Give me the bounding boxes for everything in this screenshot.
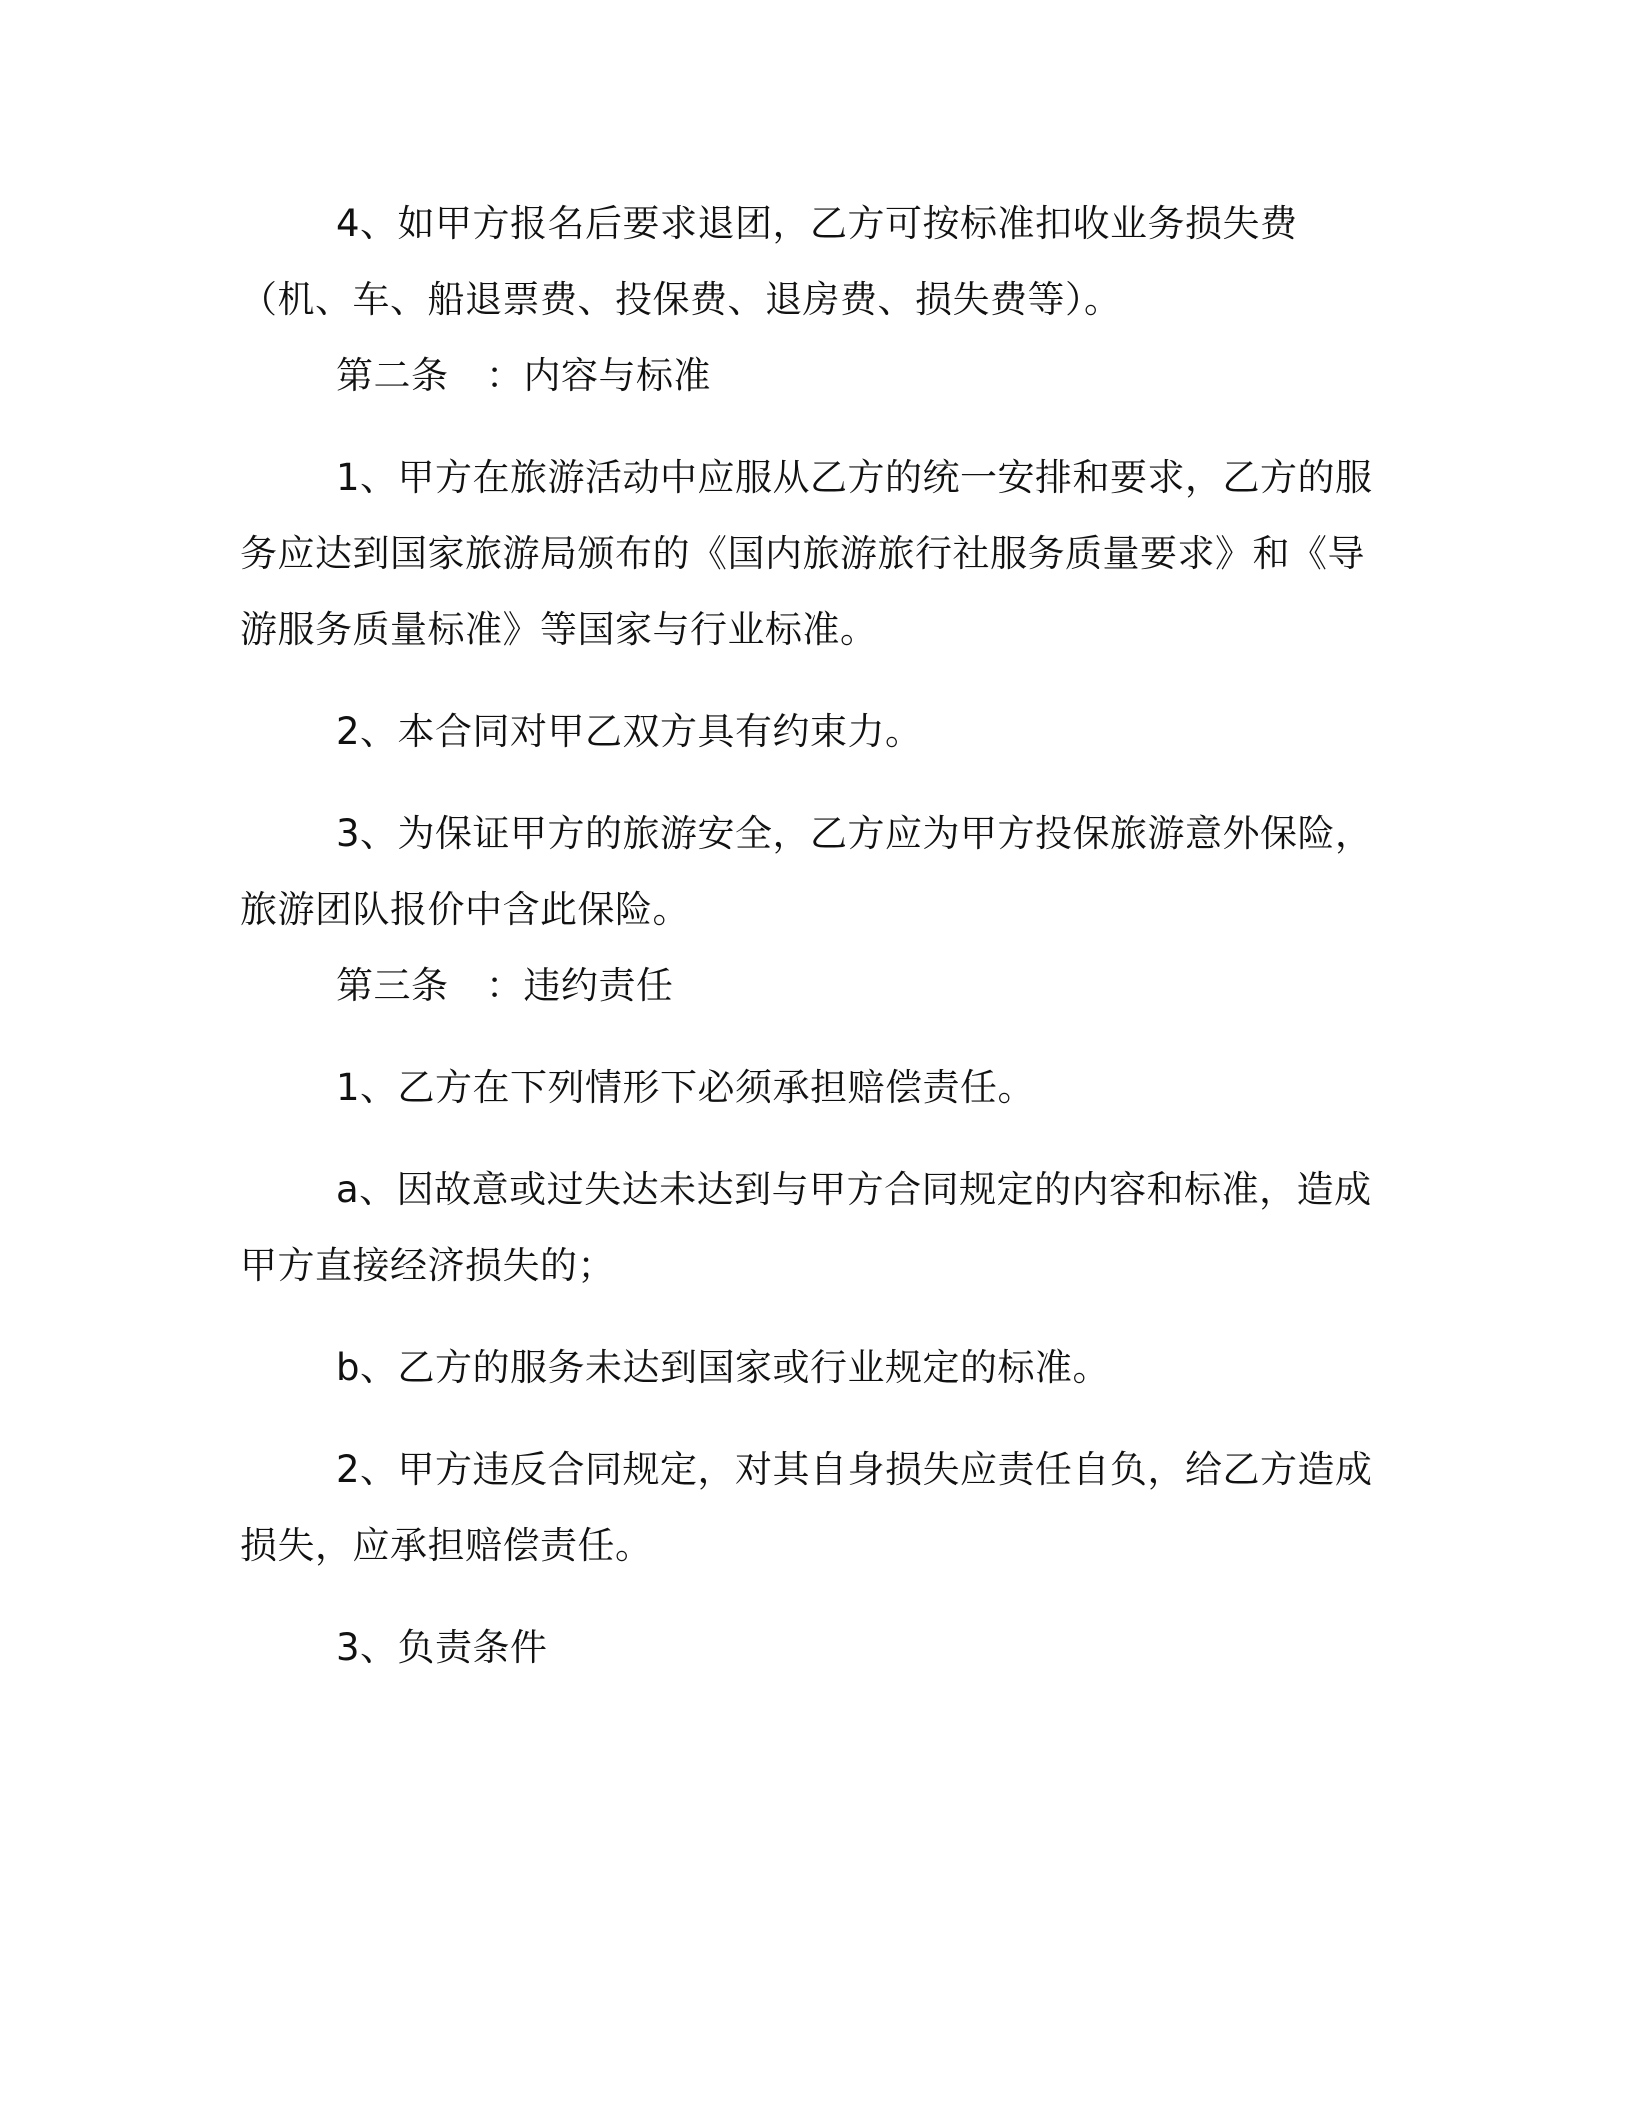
clause-paragraph: 3、为保证甲方的旅游安全，乙方应为甲方投保旅游意外保险，旅游团队报价中含此保险。 bbox=[240, 812, 1373, 931]
section-heading-article-2: 第二条 ：内容与标准 bbox=[336, 354, 711, 397]
section-heading-article-3: 第三条 ：违约责任 bbox=[336, 964, 674, 1007]
clause-paragraph: 4、如甲方报名后要求退团，乙方可按标准扣收业务损失费（机、车、船退票费、投保费、退房费、损失费等）。 bbox=[240, 202, 1298, 321]
document-body bbox=[240, 186, 1394, 1686]
clause-paragraph: b、乙方的服务未达到国家或行业规定的标准。 bbox=[336, 1346, 1110, 1389]
clause-paragraph: 1、甲方在旅游活动中应服从乙方的统一安排和要求，乙方的服务应达到国家旅游局颁布的《国内旅游旅行社服务质量要求》和《导游服务质量标准》等国家与行业标准。 bbox=[240, 456, 1373, 651]
clause-paragraph: 1、乙方在下列情形下必须承担赔偿责任。 bbox=[336, 1066, 1036, 1109]
clause-paragraph: 3、负责条件 bbox=[336, 1626, 548, 1669]
clause-paragraph: 2、甲方违反合同规定，对其自身损失应责任自负，给乙方造成损失，应承担赔偿责任。 bbox=[240, 1448, 1373, 1567]
clause-paragraph: a、因故意或过失达未达到与甲方合同规定的内容和标准，造成甲方直接经济损失的； bbox=[240, 1168, 1372, 1287]
clause-paragraph: 2、本合同对甲乙双方具有约束力。 bbox=[336, 710, 923, 753]
